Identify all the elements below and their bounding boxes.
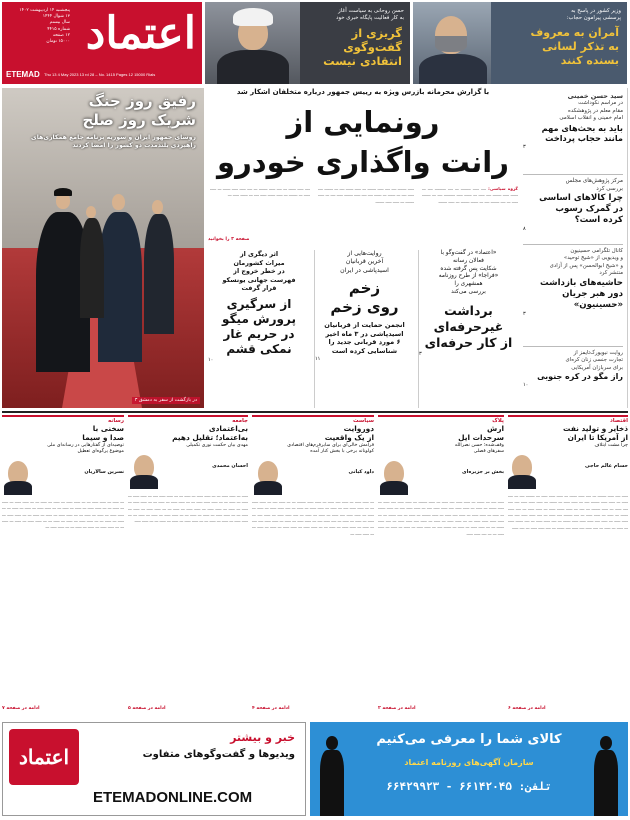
lead-continue[interactable]: صفحه ۳ را بخوانید bbox=[208, 237, 250, 242]
author-name: داود کیانی bbox=[348, 468, 374, 475]
vahidi-kicker: وزیر کشور در پاسخ به پرسشی پیرامون حجاب: bbox=[566, 8, 621, 21]
column-sub: مهدی بیان حکمت نوری تکمیلی bbox=[186, 442, 248, 448]
lead-top-line: با گزارش محرمانه بازرس ویژه به رییس جمهور درباره متخلفان اشکار شد bbox=[236, 88, 490, 96]
ad-line1: خبر و بیشتر bbox=[230, 731, 295, 744]
sidebar-headline: چرا کالاهای اساسی در گمرک رسوب کرده است؟ bbox=[539, 193, 623, 226]
author-photo bbox=[2, 459, 124, 495]
photo-story-sub: روسای جمهور ایران و سوریه برنامه جامع همکاری‌های راهبردی بلندمدت دو کشور را امضا کردند bbox=[31, 134, 196, 150]
author-photo bbox=[128, 453, 248, 489]
sidebar bbox=[522, 88, 628, 408]
author-name: نسرین سالاریان bbox=[84, 468, 124, 475]
page-ref: ۱۰ bbox=[208, 356, 214, 363]
rouhani-kicker: حسن روحانی به سیاست آغاز به کار فعالیت پایگاه خبری خود bbox=[336, 8, 404, 21]
sidebar-headline: باید به بحث‌های مهم مانند حجاب پرداخت bbox=[541, 122, 623, 144]
section-label: جامعه bbox=[232, 418, 248, 424]
continue-link[interactable]: ادامه در صفحه ۶ bbox=[508, 706, 546, 711]
vahidi-photo bbox=[413, 2, 491, 84]
column-body: ـــ ـــــ ـــــ ـــ ـــــ ــــ ـــــ ـــ ـــــ ـــــ ـــــــ ـــ ـــ ـــــ ــــ ـــ ـــــ ـــــ ـــ ـــ ـــــ ـــــ ــــ ـــ ـــــ ـــ ـــــ ـــــ ـــ ـــــ ـــ ــــ ـــــ ـــــ ـــ ـــــ ـــ ـــــ ـــ ـــــ ـــــ ــــ ـــــ ـــ ـــــ ـــ ـــــ ـــ ــــ ـــــ ـــــ ـــ ـــــ ــــ ـــ ـــــ ـــ ـــــ ـــ ـــــ ـــ ــــ ـــــ ــــ ـــ ـــــ ـــــ ـــ ـــــ ـــ ـــــ ـــــ ــــ ــــ ـــ ـــــ ـــ ـــــ ـــــ ـــ ـــــ ـــ ـــ ـــــ ـــــ ـــ ـــــ ـــــ ـــ ـــــ ـــ ـــــ ـــ ـــ ـــــ ـــــ ـــ bbox=[252, 498, 374, 536]
issue-line: Thu 13 4 May 2023 13 rd 28 – No. 1415 Pages 12 15000 Rials bbox=[44, 72, 156, 77]
latin-name: ETEMAD bbox=[6, 70, 40, 79]
ad-advertising[interactable] bbox=[310, 722, 628, 816]
rouhani-teaser[interactable] bbox=[205, 2, 410, 84]
ad-phone[interactable]: تلفن: ۶۶۱۴۲۰۴۵ - ۶۶۴۲۹۹۲۳ bbox=[386, 780, 552, 793]
mid-story-1[interactable] bbox=[418, 250, 518, 408]
lead-story[interactable] bbox=[208, 88, 518, 248]
column-body: ـــــ ــــ ـــــ ـــــــ ـــ ــــ ـــــ ــــــ ـــ ـــــ ـــــ ـــــ ـــ ـــــــ ــــ ـــ ــــ ـــــ ـــ ـــــ ـــــ ـــــــ ــــ ـــ ـــــ ـــــ ـــ ــــــ ـــ ـــــ ـــــ ـــــ ــــ ــــ ــــ ـــــ ـــ ـــــ ـــــــ ـــ ــــ ـــ ـــــ ــــــ ـــــ ـــ ـــــ ـــــ ـــ ــــ ـــــ ــــــ ـــ ـــــ ـــ ـــــ ـــــ ـــ ــــ ـــــــ ــــ ـــــ ـــ ــــ ـــــ ـــــ ــــ ــــ ـــــ ـــــ ـــ ـــــ ــــ ـــــ ـــــ ـــــ ــــــ ـــ ــــ ـــــ ـــــ ـــ ــــ ــــــ ـــــ ـــ ـــــ ـــ ـــــ ـــ ــــ ـــــ ــــ ـــــ ــــ ــــــ ـــ ــــ ـــــ ـــــ ـــ ــــ ـــــ bbox=[508, 492, 628, 530]
masthead bbox=[2, 2, 202, 84]
continue-link[interactable]: ادامه در صفحه ۴ bbox=[252, 706, 290, 711]
sidebar-headline: راز مگو در کره جنوبی bbox=[537, 372, 623, 382]
column-media[interactable] bbox=[2, 415, 124, 715]
column-body: ـــ ـــــ ـــ ـــــ ـــــ ـــ ـــ ـــــ ـــــ ـــ ـــــ ـــ ـــــ ـــ ـــ ـــــ ـــــ ـــ ـــــ ـــ ـــــ ـــ ـــ ـــــ ـــــ ـــ ـــــ ـــ ـــــ ـــ ـــ ـــــ ـــــ ـــ ـــــ ـــ ـــــ ـــ ـــ ـــــ ـــــ ـــ ـــــ ـــ ـــــ ـــ ـــ ـــــ ـــــ ـــ ـــــ ـــ ـــــ ـــ ـــ ـــــ ـــــ ـــ ـــــ ـــ ـــــ ـــ ـــ ـــــ ـــــ ـــ ـــــ ـــ ـــــ ـــ ـــ ـــــ ـــــ ـــ ـــــ ـــ ـــــ ـــ ـــ ـــــ ـــــ ـــ ـــــ ـــ ـــــ ـــ ـــ ـــــ ـــــ ـــ bbox=[2, 498, 124, 530]
ad-right-line1: کالای شما را معرفی می‌کنیم bbox=[376, 732, 562, 747]
author-photo bbox=[508, 453, 628, 489]
page-ref: ۱۰ bbox=[523, 382, 529, 389]
sidebar-item-1[interactable] bbox=[523, 92, 623, 150]
column-society[interactable] bbox=[128, 415, 248, 715]
section-label: سیاست bbox=[353, 418, 374, 424]
rouhani-headline: گریزی از گفت‌وگوی انتقادی نیست bbox=[323, 26, 402, 68]
continue-link[interactable]: ادامه در صفحه ۲ bbox=[378, 706, 416, 711]
mid-headline: از سرگیری پرورش میگو در حریم غار نمکی قشم bbox=[222, 296, 296, 356]
photo-caption: در بازگشت از سفر به دمشق ۳ bbox=[132, 397, 200, 404]
author-name: احسان محمدی bbox=[212, 462, 248, 469]
column-headline: ذخایر و تولید نفت از آمریکا تا ایران bbox=[563, 424, 628, 443]
mid-headline: برداشت غیرحرفه‌ای از کار حرفه‌ای bbox=[424, 302, 513, 350]
column-kicker: وقف‌شده؛ حسن نصرالله سفرهای فصلی bbox=[454, 442, 504, 454]
page-ref: ۳ bbox=[419, 350, 422, 357]
author-photo bbox=[378, 459, 504, 495]
column-economy[interactable] bbox=[508, 415, 628, 715]
sidebar-item-4[interactable] bbox=[523, 350, 623, 388]
column-body: ـــــ ـــ ـــــ ـــــ ـــ ـــ ـــــ ـــــ ـــ ـــــ ـــ ـــ ـــــ ـــــ ــــ ـــ ـــــ ـــــ ـــ ـــــ ـــ ـــــ ـــ ـــ ـــــ ـــــ ـــــ ـــ ـــ ـــــ ـــــ ـــ ـــــ ـــ ـــ ـــــ ـــــ ـــ ـــــ ـــ ـــــ ـــ ـــــ ـــــ ـــ ـــــ ـــــ ـــ ـــــ ـــ ـــ ـــــ ـــــ ـــ ـــــ ـــ ـــــ ـــ ـــ ـــــ ـــــ ـــ ـــــ ـــ ـــــ ـــ ـــ ـــــ ـــــ ـــ ـــــ ـــ ـــــ ـــ ـــ ـــــ ـــــ ـــ ـــــ ـــ ـــــ ـــ ـــ ـــــ ـــــ ـــ ـــــ ـــ ـــــ ـــ ـــ ـــــ ـــــ bbox=[128, 492, 248, 524]
sidebar-kicker: سید حسن خمینی bbox=[567, 92, 623, 100]
mid-kicker: روایت‌هایی از آخرین قربانیان اسیدپاشی در ایران bbox=[340, 250, 389, 274]
ad-logo: اعتماد bbox=[9, 729, 79, 785]
mid-story-2[interactable] bbox=[314, 250, 414, 408]
column-sub: توصیه‌ای از گفتارهایی در رسانه‌ای ملی موضوع پرگوه‌ای تعطیل bbox=[47, 442, 124, 454]
column-kicker: چرا مشت ایتلاف bbox=[594, 442, 628, 448]
sidebar-item-3[interactable] bbox=[523, 248, 623, 317]
author-photo bbox=[252, 459, 374, 495]
mid-story-3[interactable] bbox=[208, 250, 310, 408]
ad-etemadonline[interactable] bbox=[2, 722, 306, 816]
column-sub: فرامش خالی‌ای برای سایرفرم‌های اقتصادی کولونانه برخی با بخش کنار آمده bbox=[287, 442, 374, 454]
lead-body: گروه سیاسی: ــــ ـــــ ــــــــ ـــ ــــ ـــــــــ ــــ ـــ ــــــ ـــــ ـــــــ ــــ ـــــ ـــ ــــــ ـــــ ـــــــــ ــــ ـــ ـــــــ ـــــ ـــ ــــ ـــــــ ــــ ـــ ــــــ ـــــــ ـــ ـــــ ـــــــ ـــــ ـــــــ ــــ ــــ ـــــ ـــــــ ـــ ـــــ ــــــ ــــ ـــ ـــــــ ــــ ـــــ ــــ ـــ ــــــ ـــ ــــــ ــــ ــــ ـــــ ـــــــ ـــــ ــــ ـــ ـــــ ـــــــ ـــ ـــــ ـــــ ـــــــ ــــ ـــــ ــــــ ـــ ــــ ـــــ ـــــــ ـــ ــــ ـــــ ـــــ ــــــ ـــ ـــــ ـــــ ـــ ـــــــ ـــ ـــــ ــــــ ـــــ ــــ ـــ ــــــ ـــــ ـــ صفحه ۳ را بخوانید bbox=[208, 186, 518, 242]
sidebar-kicker: مرکز پژوهش‌های مجلس بررسی کرد bbox=[565, 178, 623, 192]
sidebar-headline: حاشیه‌های بازداشت دور هبر جریان «حسینیون» bbox=[540, 277, 623, 310]
page-ref: ۸ bbox=[523, 226, 526, 233]
logo: اعتماد bbox=[85, 8, 196, 59]
column-headline: سخنی با صدا و سیما bbox=[82, 424, 124, 443]
ad-figure-right bbox=[594, 736, 618, 816]
photo-story-headline: رفیق روز جنگ شریک روز صلح bbox=[82, 92, 196, 129]
lead-headline: رونمایی از رانت واگذاری خودرو bbox=[217, 105, 509, 179]
ad-url[interactable]: ETEMADONLINE.COM bbox=[93, 789, 253, 806]
ad-line2: ویدیوها و گفت‌وگوهای متفاوت bbox=[142, 749, 295, 760]
page-ref: ۱۱ bbox=[315, 355, 321, 362]
issue-dates: پنجشنبه ۱۴ اردیبهشت ۱۴۰۲ ۱۳ شوال ۱۴۴۴ سال بیستم شماره ۴۴۱۵ ۱۲ صفحه ۱۵۰۰۰ تومان bbox=[19, 8, 70, 45]
column-pelak[interactable] bbox=[378, 415, 504, 715]
sidebar-kicker: روایت نیویورک‌تایمز از تجارت جنسی زنان کره‌ای برای سربازان آمریکایی bbox=[565, 350, 623, 371]
page-ref: ۳ bbox=[523, 310, 526, 317]
vahidi-headline: آمران به معروف به تذکر لسانی بسنده کنند bbox=[530, 26, 619, 67]
lead-sub-label: گروه سیاسی: bbox=[488, 186, 518, 191]
section-divider bbox=[2, 411, 628, 413]
continue-link[interactable]: ادامه در صفحه ۵ bbox=[128, 706, 166, 711]
page-ref: ۳ bbox=[523, 143, 526, 150]
column-headline: ارش سرحدات ایل bbox=[458, 424, 504, 443]
ad-figure-left bbox=[320, 736, 344, 816]
section-label: پلاک bbox=[492, 418, 504, 424]
mid-sub: انجمن حمایت از قربانیان اسیدپاشی در ۳ ماه اخیر ۶ مورد قربانی جدید را شناسایی کرده است bbox=[324, 321, 405, 355]
author-name: حسام عالم حاجی bbox=[585, 462, 628, 469]
section-label: رسانه bbox=[107, 418, 124, 424]
continue-link[interactable]: ادامه در صفحه ۷ bbox=[2, 706, 40, 711]
mid-kicker: «اعتماد» در گفت‌وگو با فعالان رسانه شکایت پس گرفته شده «فراجا» از طرح روزنامه همشهری را بررسی می‌کند bbox=[438, 250, 499, 295]
column-headline: بی‌اعتمادی به‌اعتماد؛ تقلیل دهیم bbox=[172, 424, 248, 443]
mid-kicker: اثر دیگری از میراث کشورمان در خطر خروج از فهرست جهانی یونسکو قرار گرفت bbox=[222, 250, 296, 293]
column-headline: دوروایت از یک واقعیت bbox=[324, 424, 374, 443]
author-name: بخش بر جزیره‌ای bbox=[462, 468, 504, 475]
column-body: ـــــ ــــ ـــ ــــــ ـــ ـــــ ـــــ ــــ ـــــ ـــ ـــــ ـــــــ ـــ ـــــ ـــــ ــــ ـــــ ـــ ـــــ ــــــ ـــ ـــــ ـــ ـــــ ـــــ ــــ ـــــ ـــــ ــــ ـــ ـــــ ـــــ ــــ ـــ ـــــ ــــــ ـــ ـــــ ـــ ـــــ ـــــ ـــ ـــــ ــــ ـــــ ـــ ـــــ ـــــــ ـــ ـــــ ـــ ــــ ــــــ ـــ ـــ ـــــ ـــــ ـــــ ـــــ ـــ ـــ ـــــ ـــــ ـــ ـــــ ـــ ـــــ ــــ ـــــ ـــــ ـــ ــــ ـــــ ــــــ ـــ ـــ ـــــ ـــــ ـــ ـــــ ـــ ــــــ ــــ ـــ ـــــ ـــــ ـــ ـــــ ـــ ـــــ ـــ ـــــ ـــــ ـــ ـــ ــــ ـــــ ـــــ bbox=[378, 498, 504, 536]
ad-right-line2: سازمان آگهی‌های روزنامه اعتماد bbox=[404, 758, 534, 767]
mid-headline: زخم روی زخم bbox=[330, 279, 399, 317]
column-politics[interactable] bbox=[252, 415, 374, 715]
sidebar-sub: در مراسم نکوداشت مقام معلم در پژوهشکده امام خمینی و انقلاب اسلامی bbox=[559, 100, 623, 122]
sidebar-item-2[interactable] bbox=[523, 178, 623, 232]
rouhani-photo bbox=[205, 2, 300, 84]
section-label: اقتصاد bbox=[609, 418, 628, 424]
sidebar-kicker: کانال تلگرامی حسینیون و ویدیویی از «شیخ توحید» و «شیخ ابوالحسن» پس از آزادی منتشر کرد bbox=[549, 248, 623, 277]
vahidi-teaser[interactable] bbox=[413, 2, 627, 84]
photo-story[interactable] bbox=[2, 88, 204, 408]
